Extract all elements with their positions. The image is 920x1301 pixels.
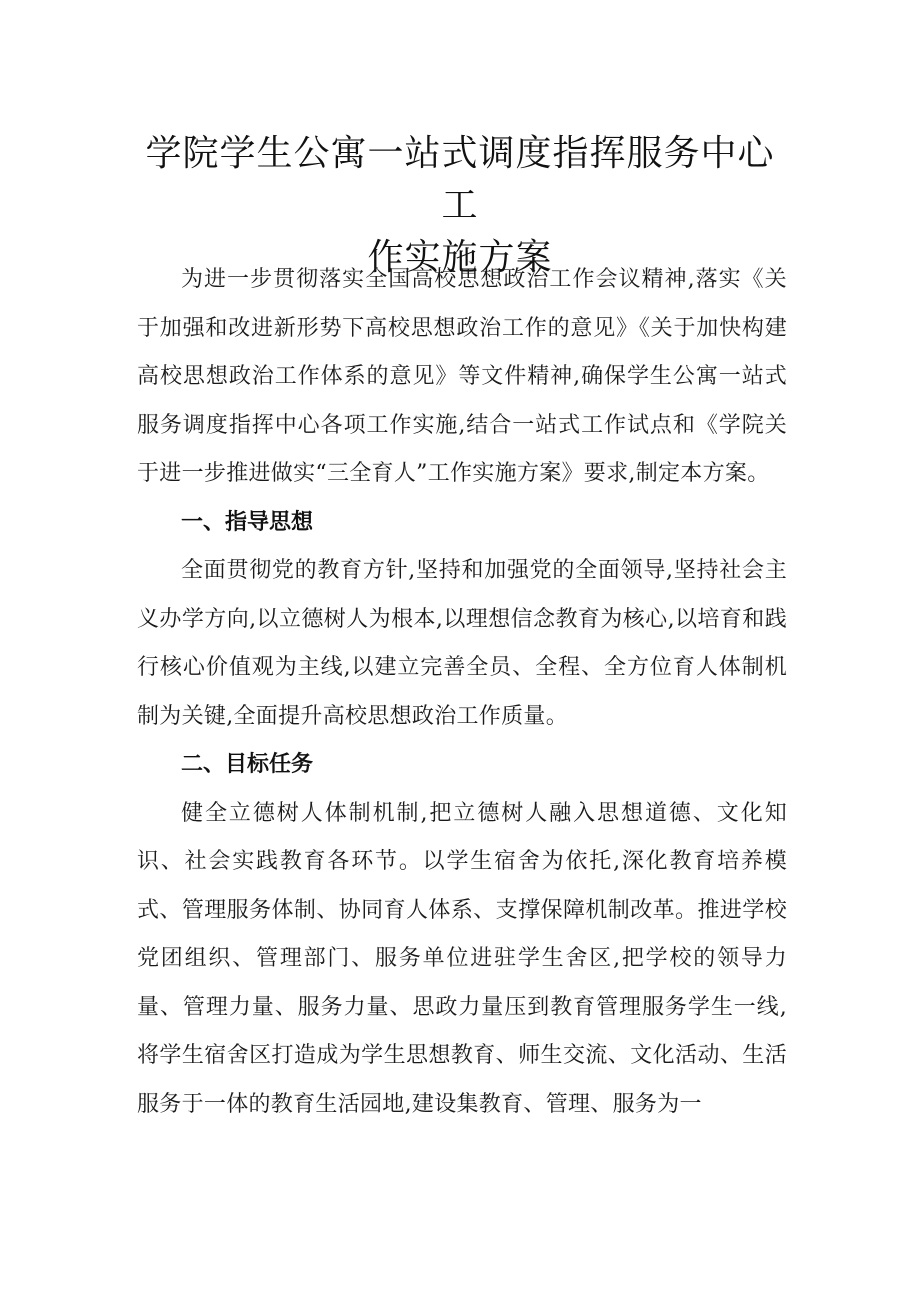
title-line-2: 作实施方案 xyxy=(367,237,553,278)
section-heading-guiding-thought: 一、指导思想 xyxy=(181,509,314,535)
section-paragraph-goals-tasks: 健全立德树人体制机制,把立德树人融入思想道德、文化知识、社会实践教育各环节。以学生宿舍为依托,深化教育培养模式、管理服务体制、协同育人体系、支撑保障机制改革。推进学校党团组织、管理部门、服务单位进驻学生舍区,把学校的领导力量、管理力量、服务力量、思政力量压到教育管理服务学生一线,将学生宿舍区打造成为学生思想教育、师生交流、文化活动、生活服务于一体的教育生活园地,建设集教育、管理、服务为一 xyxy=(137,800,787,1117)
document-body xyxy=(137,256,787,1129)
section-heading-goals-tasks: 二、目标任务 xyxy=(181,752,314,777)
title-line-1: 学院学生公寓一站式调度指挥服务中心工 xyxy=(145,133,775,226)
section-paragraph-guiding-thought: 全面贯彻党的教育方针,坚持和加强党的全面领导,坚持社会主义办学方向,以立德树人为根本,以理想信念教育为核心,以培育和践行核心价值观为主线,以建立完善全员、全程、全方位育人体制机制为关键,全面提升高校思想政治工作质量。 xyxy=(137,558,787,729)
intro-paragraph: 为进一步贯彻落实全国高校思想政治工作会议精神,落实《关于加强和改进新形势下高校思想政治工作的意见》《关于加快构建高校思想政治工作体系的意见》等文件精神,确保学生公寓一站式服务调度指挥中心各项工作实施,结合一站式工作试点和《学院关于进一步推进做实“三全育人”工作实施方案》要求,制定本方案。 xyxy=(137,267,787,486)
